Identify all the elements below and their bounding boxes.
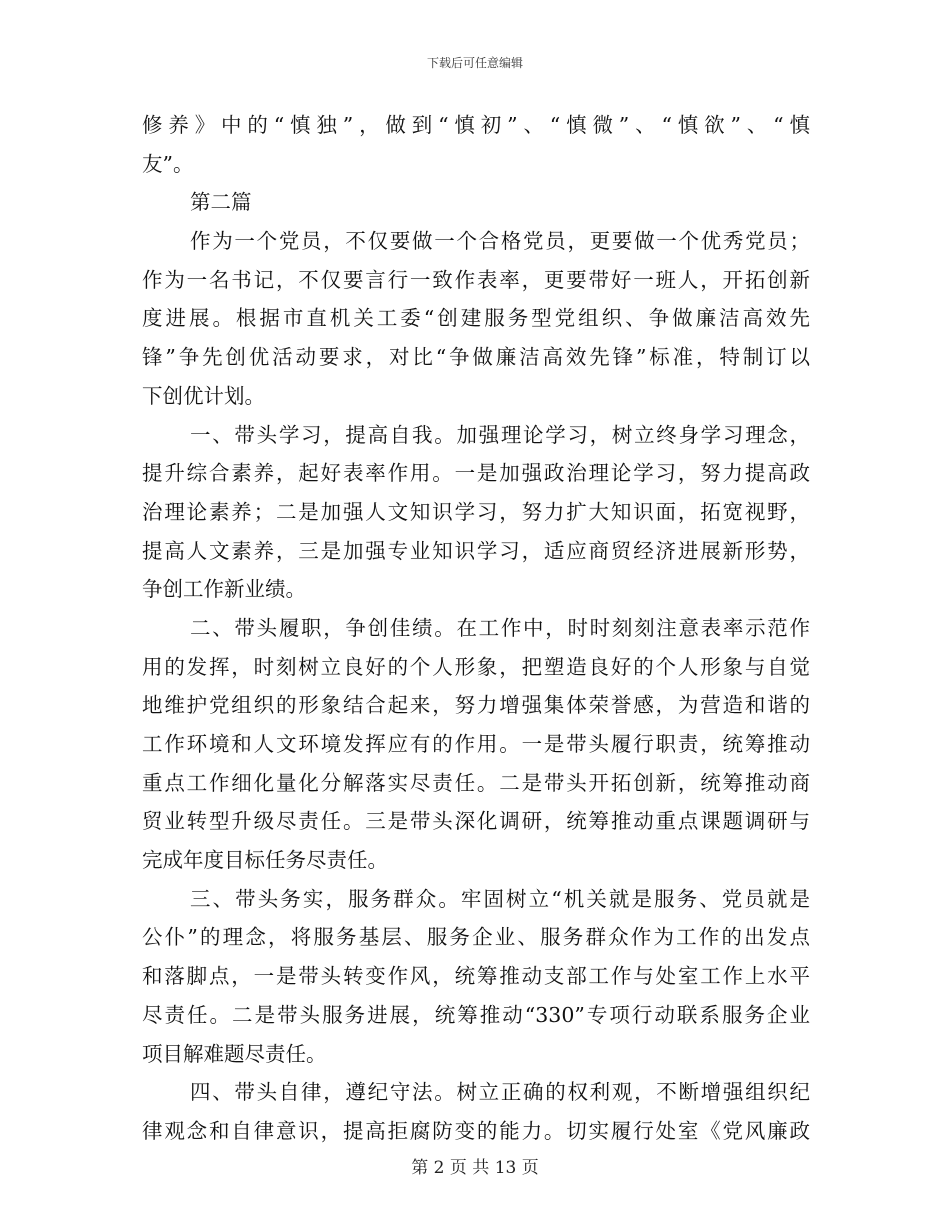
document-body bbox=[142, 106, 810, 1151]
paragraph-line: 提升综合素养，起好表率作用。一是加强政治理论学习，努力提高政 bbox=[142, 461, 810, 486]
paragraph-line: 用的发挥，时刻树立良好的个人形象，把塑造良好的个人形象与自觉 bbox=[142, 654, 810, 679]
paragraph-line: 下创优计划。 bbox=[142, 383, 265, 408]
paragraph-line: 尽责任。二是带头服务进展，统筹推动“330”专项行动联系服务企业 bbox=[142, 1002, 810, 1027]
paragraph-line: 工作环境和人文环境发挥应有的作用。一是带头履行职责，统筹推动 bbox=[142, 732, 810, 756]
paragraph-line: 律观念和自律意识，提高拒腐防变的能力。切实履行处室《党风廉政 bbox=[142, 1118, 810, 1143]
paragraph-line: 项目解难题尽责任。 bbox=[142, 1041, 327, 1066]
paragraph-line: 修养》中的“慎独”，做到“慎初”、“慎微”、“慎欲”、“慎 bbox=[142, 113, 810, 137]
paragraph-first-line: 作为一个党员，不仅要做一个合格党员，更要做一个优秀党员； bbox=[190, 229, 810, 254]
paragraph-line: 提高人文素养，三是加强专业知识学习，适应商贸经济进展新形势， bbox=[142, 538, 810, 563]
paragraph-line: 重点工作细化量化分解落实尽责任。二是带头开拓创新，统筹推动商 bbox=[142, 770, 810, 795]
paragraph-line: 地维护党组织的形象结合起来，努力增强集体荣誉感，为营造和谐的 bbox=[142, 693, 810, 718]
paragraph-line: 治理论素养；二是加强人文知识学习，努力扩大知识面，拓宽视野， bbox=[142, 499, 810, 524]
paragraph-first-line: 四、带头自律，遵纪守法。树立正确的权利观，不断增强组织纪 bbox=[190, 1080, 810, 1105]
paragraph-first-line: 三、带头务实，服务群众。牢固树立“机关就是服务、党员就是 bbox=[190, 886, 810, 911]
paragraph-first-line: 二、带头履职，争创佳绩。在工作中，时时刻刻注意表率示范作 bbox=[190, 615, 810, 640]
paragraph-line: 锋”争先创优活动要求，对比“争做廉洁高效先锋”标准，特制订以 bbox=[142, 345, 810, 370]
paragraph-first-line: 一、带头学习，提高自我。加强理论学习，树立终身学习理念， bbox=[190, 422, 810, 447]
page-header: 下载后可任意编辑 bbox=[426, 56, 523, 70]
paragraph-line: 友”。 bbox=[142, 151, 194, 176]
paragraph-line: 贸业转型升级尽责任。三是带头深化调研，统筹推动重点课题调研与 bbox=[142, 809, 810, 834]
paragraph-line: 公仆”的理念，将服务基层、服务企业、服务群众作为工作的出发点 bbox=[142, 925, 810, 950]
page-number-footer: 第 2 页 共 13 页 bbox=[411, 1158, 539, 1178]
paragraph-line: 和落脚点，一是带头转变作风，统筹推动支部工作与处室工作上水平 bbox=[142, 964, 810, 989]
paragraph-first-line: 第二篇 bbox=[190, 190, 252, 215]
paragraph-line: 争创工作新业绩。 bbox=[142, 577, 306, 602]
paragraph-line: 完成年度目标任务尽责任。 bbox=[142, 848, 388, 873]
paragraph-line: 度进展。根据市直机关工委“创建服务型党组织、争做廉洁高效先 bbox=[142, 306, 810, 331]
paragraph-line: 作为一名书记，不仅要言行一致作表率，更要带好一班人，开拓创新 bbox=[142, 267, 810, 292]
